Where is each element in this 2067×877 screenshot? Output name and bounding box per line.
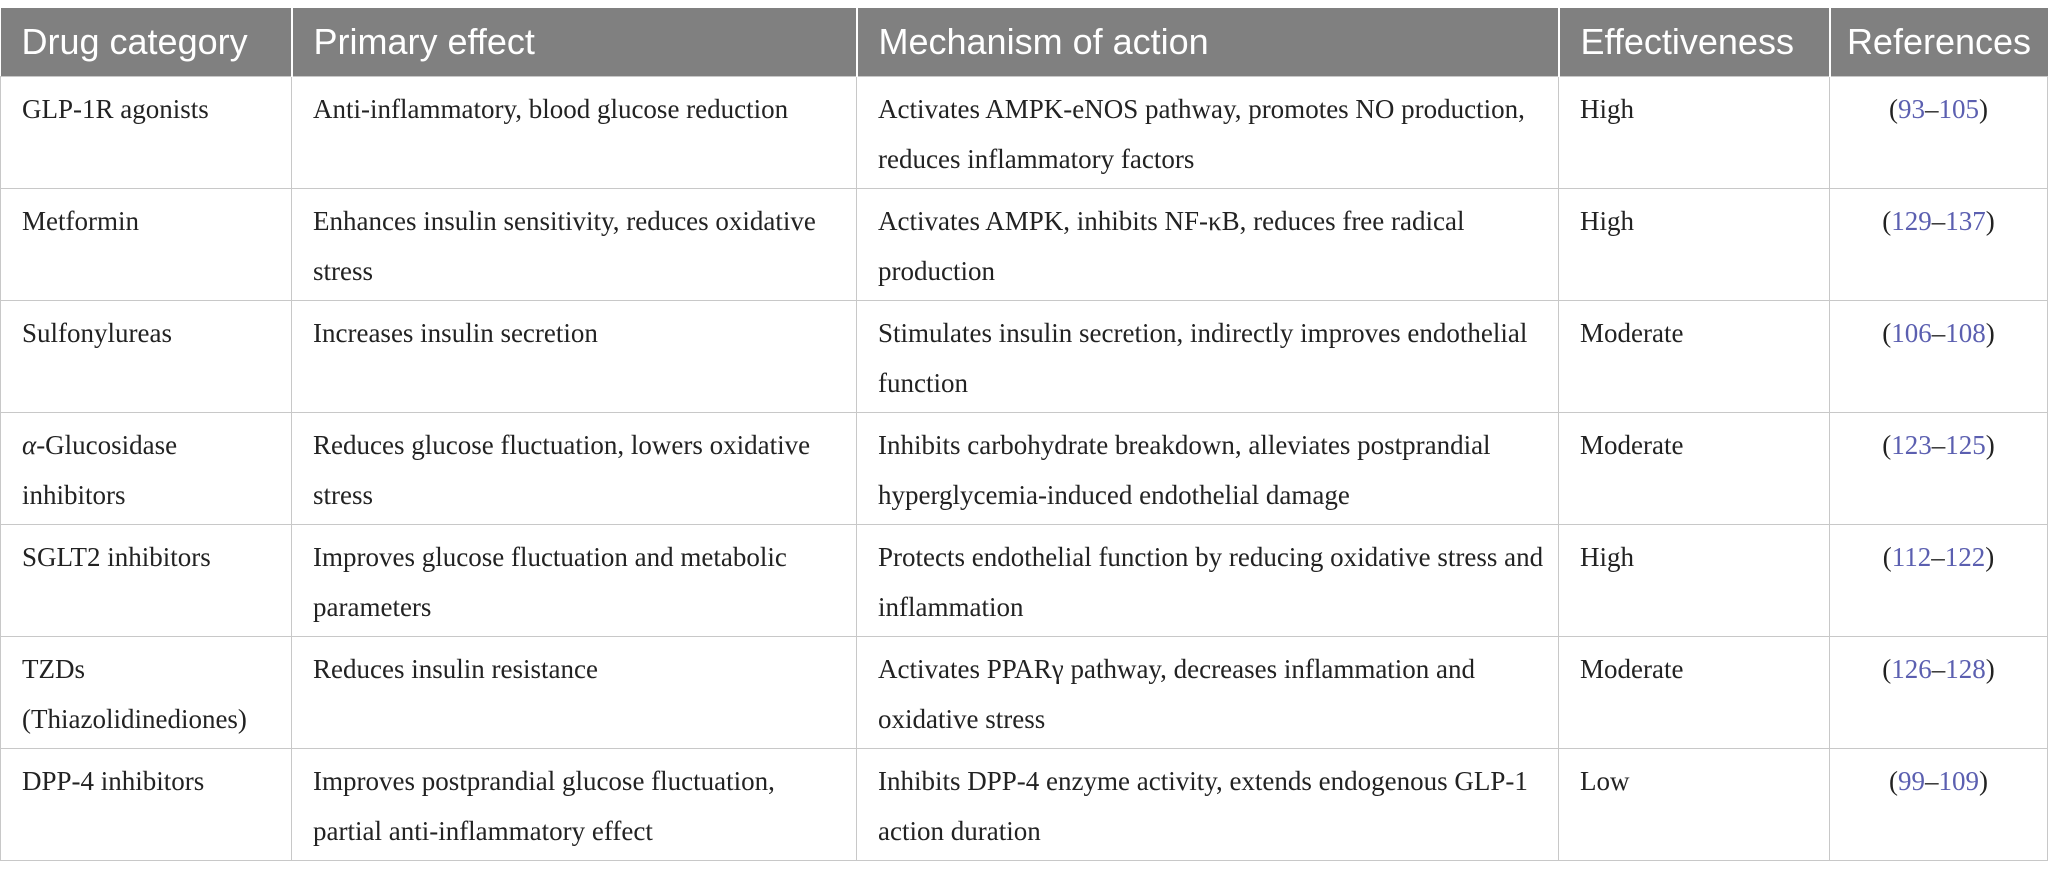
- cell-effectiveness: Moderate: [1559, 636, 1830, 748]
- ref-start-link[interactable]: 112: [1891, 541, 1932, 572]
- ref-open-paren: (: [1882, 205, 1892, 236]
- cell-drug-category: [1, 76, 292, 188]
- table-row: [1, 300, 2048, 412]
- ref-dash: –: [1925, 765, 1939, 796]
- cell-references: [1830, 636, 2048, 748]
- cell-drug-category: [1, 524, 292, 636]
- cell-primary-effect: Improves glucose fluctuation and metabolic parameters: [292, 524, 857, 636]
- ref-end-link[interactable]: 122: [1944, 541, 1986, 572]
- cell-primary-effect: Reduces glucose fluctuation, lowers oxidative stress: [292, 412, 857, 524]
- header-mechanism: Mechanism of action: [857, 8, 1559, 76]
- ref-start-link[interactable]: 123: [1891, 429, 1932, 460]
- header-references: References: [1830, 8, 2048, 76]
- header-drug-category: Drug category: [1, 8, 292, 76]
- cell-references: [1830, 76, 2048, 188]
- cell-drug-category: [1, 748, 292, 860]
- ref-dash: –: [1931, 205, 1946, 236]
- ref-open-paren: (: [1882, 541, 1892, 572]
- cell-drug-category: [1, 636, 292, 748]
- cell-effectiveness: Moderate: [1559, 412, 1830, 524]
- category-prefix: α: [22, 429, 37, 460]
- header-row: [1, 8, 2048, 76]
- ref-open-paren: (: [1882, 317, 1892, 348]
- ref-dash: –: [1931, 541, 1945, 572]
- ref-close-paren: ): [1985, 653, 1995, 684]
- ref-open-paren: (: [1889, 765, 1898, 796]
- cell-references: [1830, 188, 2048, 300]
- ref-close-paren: ): [1985, 541, 1995, 572]
- ref-close-paren: ): [1985, 317, 1995, 348]
- cell-mechanism: Protects endothelial function by reducing oxidative stress and inflammation: [857, 524, 1559, 636]
- cell-effectiveness: High: [1559, 76, 1830, 188]
- cell-references: [1830, 412, 2048, 524]
- table-header: [1, 8, 2048, 76]
- table-row: [1, 748, 2048, 860]
- category-text: -Glucosidase inhibitors: [22, 429, 178, 510]
- table-row: [1, 412, 2048, 524]
- cell-drug-category: [1, 188, 292, 300]
- ref-end-link[interactable]: 105: [1938, 93, 1979, 124]
- ref-dash: –: [1931, 429, 1946, 460]
- ref-close-paren: ): [1985, 429, 1995, 460]
- category-text: Metformin: [22, 205, 139, 236]
- ref-close-paren: ): [1979, 765, 1988, 796]
- header-effectiveness: Effectiveness: [1559, 8, 1830, 76]
- cell-drug-category: [1, 300, 292, 412]
- cell-mechanism: Stimulates insulin secretion, indirectly improves endothelial function: [857, 300, 1559, 412]
- ref-dash: –: [1931, 653, 1946, 684]
- ref-start-link[interactable]: 126: [1891, 653, 1932, 684]
- category-text: Sulfonylureas: [22, 317, 172, 348]
- cell-mechanism: Inhibits DPP-4 enzyme activity, extends endogenous GLP-1 action duration: [857, 748, 1559, 860]
- ref-open-paren: (: [1882, 429, 1892, 460]
- ref-open-paren: (: [1889, 93, 1898, 124]
- cell-drug-category: [1, 412, 292, 524]
- ref-close-paren: ): [1979, 93, 1988, 124]
- cell-primary-effect: Increases insulin secretion: [292, 300, 857, 412]
- cell-effectiveness: High: [1559, 188, 1830, 300]
- cell-references: [1830, 524, 2048, 636]
- ref-start-link[interactable]: 129: [1891, 205, 1932, 236]
- cell-effectiveness: High: [1559, 524, 1830, 636]
- category-text: DPP-4 inhibitors: [22, 765, 205, 796]
- cell-primary-effect: Enhances insulin sensitivity, reduces oxidative stress: [292, 188, 857, 300]
- header-primary-effect: Primary effect: [292, 8, 857, 76]
- table-row: [1, 636, 2048, 748]
- cell-mechanism: Activates PPARγ pathway, decreases inflammation and oxidative stress: [857, 636, 1559, 748]
- cell-primary-effect: Reduces insulin resistance: [292, 636, 857, 748]
- drug-table-container: [0, 8, 2067, 861]
- cell-effectiveness: Moderate: [1559, 300, 1830, 412]
- category-text: GLP-1R agonists: [22, 93, 209, 124]
- ref-end-link[interactable]: 128: [1945, 653, 1986, 684]
- ref-start-link[interactable]: 93: [1898, 93, 1925, 124]
- table-body: [1, 76, 2048, 860]
- ref-dash: –: [1925, 93, 1939, 124]
- ref-end-link[interactable]: 125: [1945, 429, 1986, 460]
- ref-end-link[interactable]: 137: [1945, 205, 1986, 236]
- category-text: SGLT2 inhibitors: [22, 541, 211, 572]
- cell-references: [1830, 300, 2048, 412]
- cell-mechanism: Activates AMPK, inhibits NF-κB, reduces free radical production: [857, 188, 1559, 300]
- ref-open-paren: (: [1882, 653, 1892, 684]
- cell-primary-effect: Improves postprandial glucose fluctuation, partial anti-inflammatory effect: [292, 748, 857, 860]
- table-row: [1, 524, 2048, 636]
- table-row: [1, 76, 2048, 188]
- cell-references: [1830, 748, 2048, 860]
- table-row: [1, 188, 2048, 300]
- cell-primary-effect: Anti-inflammatory, blood glucose reduction: [292, 76, 857, 188]
- cell-mechanism: Activates AMPK-eNOS pathway, promotes NO production, reduces inflammatory factors: [857, 76, 1559, 188]
- drug-comparison-table: [0, 8, 2048, 861]
- ref-close-paren: ): [1985, 205, 1995, 236]
- category-text: TZDs (Thiazolidinediones): [22, 653, 247, 734]
- ref-start-link[interactable]: 99: [1898, 765, 1925, 796]
- cell-mechanism: Inhibits carbohydrate breakdown, alleviates postprandial hyperglycemia-induced endothelial damage: [857, 412, 1559, 524]
- cell-effectiveness: Low: [1559, 748, 1830, 860]
- ref-end-link[interactable]: 109: [1938, 765, 1979, 796]
- ref-end-link[interactable]: 108: [1945, 317, 1986, 348]
- ref-start-link[interactable]: 106: [1891, 317, 1932, 348]
- ref-dash: –: [1931, 317, 1946, 348]
